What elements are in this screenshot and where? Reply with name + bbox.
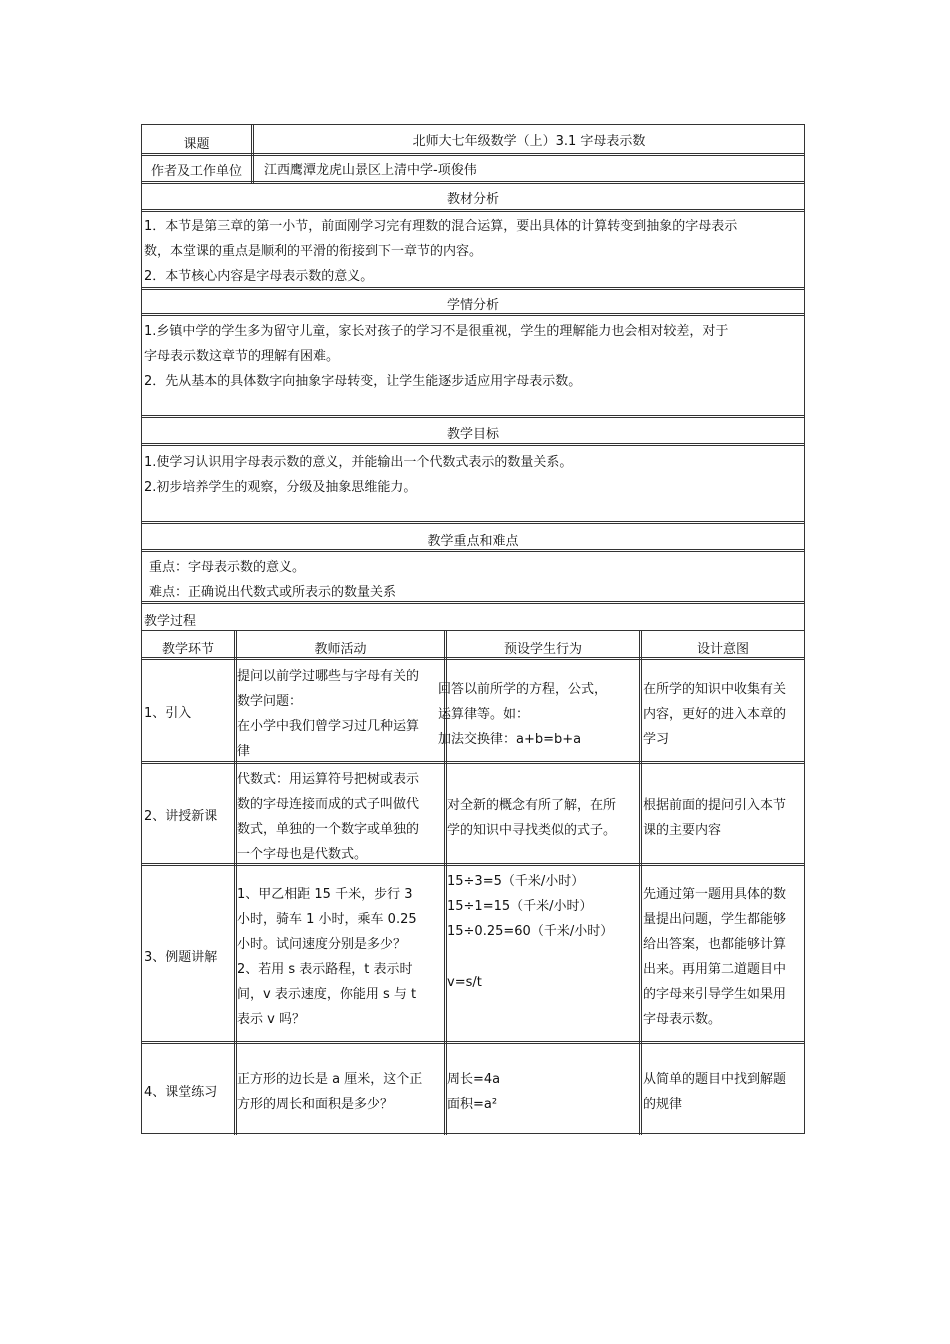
- topic-label: 课题: [183, 137, 210, 152]
- col-header-teacher: 教师活动: [314, 642, 367, 657]
- keypoint-difficulty: 难点：正确说出代数式或所表示的数量关系: [149, 585, 397, 600]
- col-header-student: 预设学生行为: [503, 642, 582, 657]
- analysis-line-2: 数，本堂课的重点是顺利的平滑的衔接到下一章节的内容。: [144, 244, 483, 259]
- row2-stage: 2、讲授新课: [144, 809, 218, 824]
- goals-line-1: 1.使学习认识用字母表示数的意义，并能输出一个代数式表示的数量关系。: [144, 455, 573, 470]
- students-line-1: 1.乡镇中学的学生多为留守儿童，家长对孩子的学习不是很重视，学生的理解能力也会相对较差，对于: [144, 324, 729, 339]
- students-line-2: 字母表示数这章节的理解有困难。: [144, 349, 340, 364]
- goals-line-2: 2.初步培养学生的观察，分级及抽象思维能力。: [144, 480, 417, 495]
- students-title: 学情分析: [446, 298, 499, 313]
- col-header-intent: 设计意图: [696, 642, 749, 657]
- row4-stage: 4、课堂练习: [144, 1085, 218, 1100]
- author-value: 江西鹰潭龙虎山景区上清中学-项俊伟: [264, 163, 477, 178]
- keypoint-key: 重点：字母表示数的意义。: [149, 560, 306, 575]
- analysis-line-3: 2．本节核心内容是字母表示数的意义。: [144, 269, 374, 284]
- analysis-title: 教材分析: [446, 192, 499, 207]
- analysis-line-1: 1．本节是第三章的第一小节，前面刚学习完有理数的混合运算，要出具体的计算转变到抽象的字母表示: [144, 219, 738, 234]
- row3-stage: 3、例题讲解: [144, 950, 218, 965]
- col-header-stage: 教学环节: [161, 642, 214, 657]
- topic-value: 北师大七年级数学（上）3.1 字母表示数: [412, 134, 646, 149]
- row1-stage: 1、引入: [144, 706, 192, 721]
- author-label: 作者及工作单位: [150, 164, 242, 179]
- keypoints-title: 教学重点和难点: [427, 534, 519, 549]
- process-title: 教学过程: [144, 614, 197, 629]
- lesson-plan-table: 课题 北师大七年级数学（上）3.1 字母表示数 作者及工作单位 江西鹰潭龙虎山景区上清中学-项俊伟 教材分析 1．本节是第三章的第一小节，前面刚学习完有理数的混合运算，要出具体的计算转变到抽象的字母表示 数，本堂课的重点是顺利的平滑的衔接到下一章节的内容。 2．本节核心内容是字母表示数的意义。 学情分析 1.乡镇中学的学生多为留守儿童，家长对孩子的学习不是很重视，学生的理解能力也会相对较差，对于 字母表示数这章节的理解有困难。 2．先从基本的具体数字向抽象字母转变，让学生能逐步适应用字母表示数。 教学目标 1.使学习认识用字母表示数的意义，并能输出一个代数式表示的数量关系。 2.初步培养学生的观察，分级及抽象思维能力。 教学重点和难点 重点：字母表示数的意义。 难点：正确说出代数式或所表示的数量关系 教学过程 教学环节 教师活动 预设学生行为 设计意图 1、引入 提问以前学过哪些与字母有关的 数学问题： 在小学中我们曾学习过几种运算 律 回答以前所学的方程，公式， 运算律等。如： 加法交换律：a+b=b+a 在所学的知识中收集有关 内容，更好的进入本章的 学习 2、讲授新课 代数式：用运算符号把树或表示 数的字母连接而成的式子叫做代 数式，单独的一个数字或单独的 一个字母也是代数式。 对全新的概念有所了解，在所 学的知识中寻找类似的式子。 根据前面的提问引入本节 课的主要内容 3、例题讲解 1、甲乙相距 15 千米，步行 3 小时，骑车 1 小时，乘车 0.25 小时。试问速度分别是多少？ 2、若用 s 表示路程，t 表示时 间，v 表示速度，你能用 s 与 t 表示 v 吗？ 15÷3=5（千米/小时） 15÷1=15（千米/小时） 15÷0.25=60（千米/小时） v=s/t 先通过第一题用具体的数 量提出问题，学生都能够 给出答案，也都能够计算 出来。再用第二道题目中 的字母来引导学生如果用 字母表示数。 4、课堂练习 正方形的边长是 a 厘米，这个正 方形的周长和面积是多少？ 周长=4a 面积=a² 从简单的题目中找到解题 的规律: [141, 124, 805, 1134]
- students-line-3: 2．先从基本的具体数字向抽象字母转变，让学生能逐步适应用字母表示数。: [144, 374, 582, 389]
- goals-title: 教学目标: [446, 427, 499, 442]
